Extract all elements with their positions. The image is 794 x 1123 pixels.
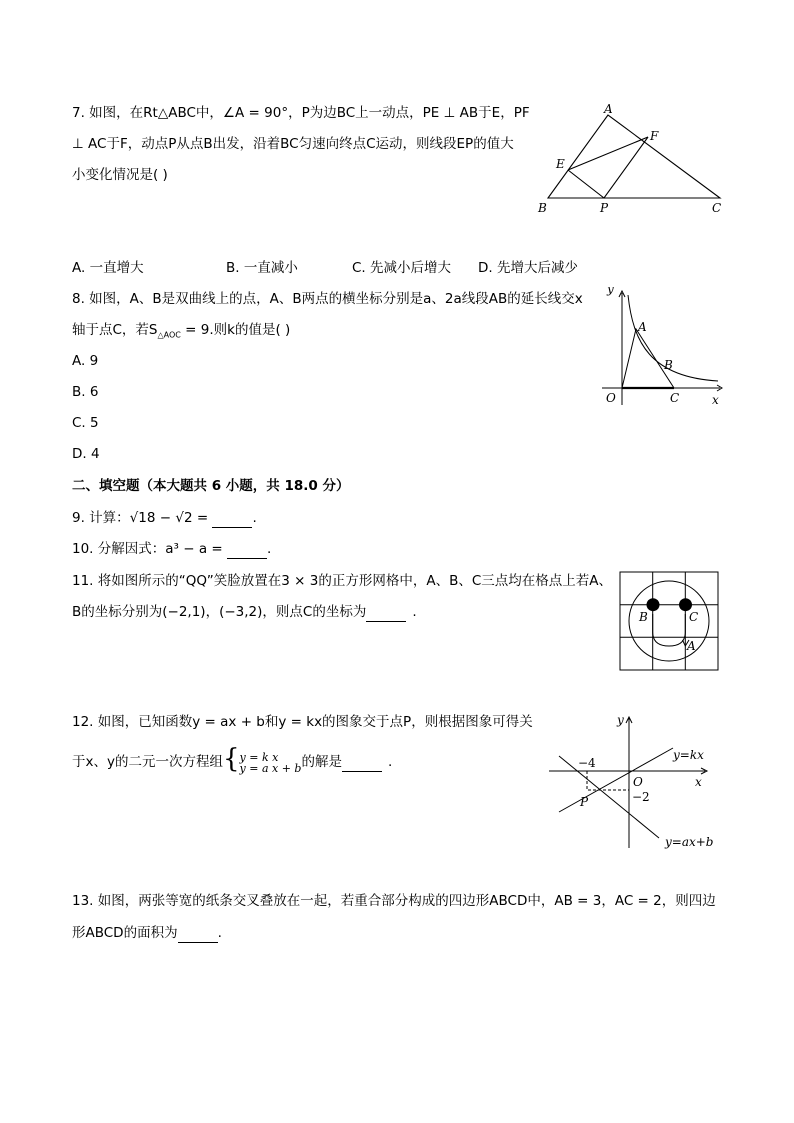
q12-linear-functions-figure: [545, 712, 725, 852]
q9: [72, 509, 257, 528]
q7-option-a[interactable]: A. 一直增大: [72, 260, 144, 276]
q10-tail: .: [267, 541, 272, 557]
q7-option-b[interactable]: B. 一直减小: [226, 260, 298, 276]
q12-label-x: x: [695, 775, 702, 789]
section2-heading: 二、填空题（本大题共 6 小题，共 18.0 分）: [72, 478, 350, 494]
q7-option-d[interactable]: D. 先增大后减少: [478, 260, 578, 276]
q9-answer-blank[interactable]: [212, 509, 252, 528]
q7-label-a: A: [604, 102, 613, 116]
q12-equation-system: {y = k x y = a x + b: [222, 744, 302, 775]
q13-tail: .: [217, 925, 222, 941]
q10-text: 10. 分解因式：a³ − a =: [72, 541, 228, 557]
q7-triangle-figure: [530, 100, 730, 218]
q8-label-y: y: [607, 287, 614, 296]
q12-line1: 12. 如图，已知函数y = ax + b和y = kx的图象交于点P，则根据图象可得关: [72, 714, 533, 730]
q10-answer-blank[interactable]: [227, 540, 267, 559]
q7-label-p: P: [600, 201, 609, 215]
q12-label-p: P: [580, 795, 589, 809]
q12-label-kx: y=kx: [673, 748, 704, 762]
q8-label-b: B: [664, 358, 673, 372]
q12-eq-row2: y = a x + b: [239, 762, 302, 775]
q8-hyperbola-figure: [598, 287, 728, 409]
q12-label-minus4: −4: [578, 756, 596, 770]
q12-tail: .: [387, 754, 393, 770]
q8-option-a[interactable]: A. 9: [72, 353, 99, 369]
q11-answer-blank[interactable]: [366, 603, 406, 622]
q12-line2: [72, 744, 393, 776]
q11-line2-text: B的坐标分别为(−2,1)，(−3,2)，则点C的坐标为: [72, 604, 367, 620]
q11-qq-face-figure: [618, 570, 722, 674]
q8-line1: 8. 如图，A、B是双曲线上的点，A、B两点的横坐标分别是a、2a线段AB的延长线交x: [72, 291, 583, 307]
q12-line2-tail: 的解是: [301, 754, 342, 770]
q13-answer-blank[interactable]: [178, 924, 218, 943]
q11-line1: 11. 将如图所示的“QQ”笑脸放置在3 × 3的正方形网格中，A、B、C三点均在格点上若A、: [72, 573, 612, 589]
q12-label-axb: y=ax+b: [665, 835, 714, 849]
q11-line2: [72, 603, 417, 622]
q12-label-minus2: −2: [632, 790, 650, 804]
q8-option-c[interactable]: C. 5: [72, 415, 99, 431]
q12-label-y: y: [617, 713, 624, 727]
q7-label-f: F: [650, 129, 659, 143]
q7-label-b: B: [538, 201, 547, 215]
q7-option-c[interactable]: C. 先减小后增大: [352, 260, 452, 276]
q8-label-a: A: [638, 320, 647, 334]
q11-label-c: C: [689, 610, 699, 624]
q11-label-a: A: [687, 639, 696, 653]
q7-label-e: E: [556, 157, 565, 171]
q12-answer-blank[interactable]: [342, 753, 382, 772]
q8-line2-tail: = 9.则k的值是( ): [180, 322, 291, 338]
q8-label-x: x: [712, 393, 719, 407]
q7-line3: 小变化情况是( ): [72, 167, 168, 183]
q11-tail: .: [412, 604, 417, 620]
q13-line2-text: 形ABCD的面积为: [72, 925, 178, 941]
q10: [72, 540, 271, 559]
q8-line2: [72, 321, 290, 345]
q12-eq-row1: y = k x: [239, 751, 279, 764]
q11-label-b: B: [639, 610, 648, 624]
q8-option-d[interactable]: D. 4: [72, 446, 100, 462]
q8-option-b[interactable]: B. 6: [72, 384, 99, 400]
q8-label-c: C: [670, 391, 680, 405]
q9-tail: .: [252, 510, 257, 526]
q13-line1: 13. 如图，两张等宽的纸条交叉叠放在一起，若重合部分构成的四边形ABCD中，AB = 3，AC = 2，则四边: [72, 893, 716, 909]
q7-line1: 7. 如图，在Rt△ABC中，∠A = 90°，P为边BC上一动点，PE ⊥ AB于E，PF: [72, 105, 530, 121]
q12-label-o: O: [633, 775, 643, 789]
q7-label-c: C: [712, 201, 722, 215]
q7-line2: ⊥ AC于F，动点P从点B出发，沿着BC匀速向终点C运动，则线段EP的值大: [72, 136, 514, 152]
q8-line2-head: 轴于点C，若S: [72, 322, 158, 338]
q9-text: 9. 计算：√18 − √2 =: [72, 510, 213, 526]
q8-label-o: O: [606, 391, 616, 405]
q12-line2-head: 于x、y的二元一次方程组: [72, 754, 223, 770]
q8-area-subscript: △AOC: [157, 330, 181, 340]
q13-line2: [72, 924, 222, 943]
